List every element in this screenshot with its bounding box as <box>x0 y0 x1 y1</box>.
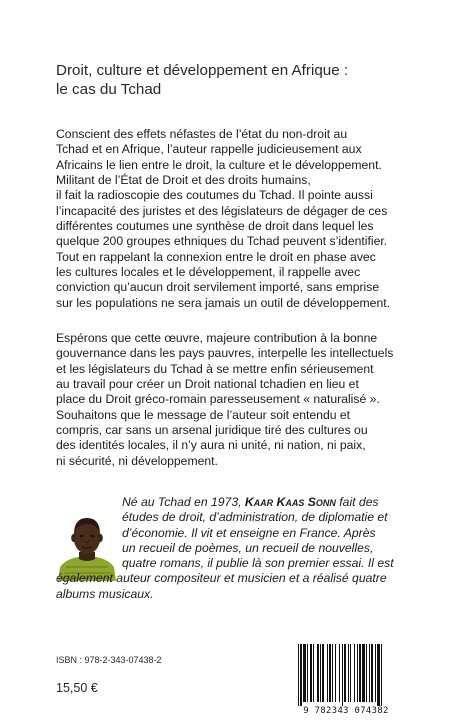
barcode-bar <box>350 644 351 702</box>
text-line: gouvernance dans les pays pauvres, interpelle les intellectuels <box>56 346 394 361</box>
barcode-bar <box>335 644 336 702</box>
text-line: ni sécurité, ni développement. <box>56 453 218 468</box>
text-line: différentes coutumes une synthèse de droit dans lequel les <box>56 219 374 234</box>
barcode-bar <box>362 644 365 702</box>
bio-intro: Né au Tchad en 1973, <box>122 495 245 509</box>
barcode-bar <box>377 644 380 706</box>
bio-line: un recueil de poèmes, un recueil de nouvelles, <box>122 540 374 555</box>
text-line: Souhaitons que le message de l’auteur soit entendu et <box>56 407 351 422</box>
barcode-bar <box>332 644 333 702</box>
price: 15,50 € <box>56 681 98 695</box>
barcode-bar <box>310 644 312 702</box>
barcode-bar <box>366 644 367 702</box>
barcode-bar <box>322 644 324 702</box>
barcode-bar <box>339 644 340 702</box>
author-biography <box>56 495 399 602</box>
bio-line: d’économie. Il vit et enseigne en France. Après <box>122 525 376 540</box>
bio-line: également auteur compositeur et musicien et a réalisé quatre <box>56 571 387 586</box>
author-name: Kaar Kaas Sonn <box>244 495 336 509</box>
barcode-bar <box>371 644 373 702</box>
isbn: ISBN : 978-2-343-07438-2 <box>56 655 162 665</box>
summary-paragraph-1 <box>56 127 399 311</box>
barcode-bar <box>300 644 302 706</box>
barcode-bar <box>344 644 346 702</box>
text-line: Militant de l’État de Droit et des droits humains, <box>56 173 311 188</box>
text-line: et les législateurs du Tchad à se mettre enfin sérieusement <box>56 361 374 376</box>
text-line: au travail pour créer un Droit national tchadien en lieu et <box>56 377 359 392</box>
barcode-bar <box>329 644 331 702</box>
text-line: compris, car sans un arsenal juridique tiré des cultures ou <box>56 423 368 438</box>
barcode-bar <box>342 644 343 706</box>
bio-line: études de droit, d’administration, de diplomatie et <box>122 510 388 525</box>
barcode-bar <box>327 644 328 702</box>
text-line: Africains le lien entre le droit, la culture et le développement. <box>56 157 382 172</box>
text-line: quelque 200 groupes ethniques du Tchad peuvent s’identifier. <box>56 234 388 249</box>
barcode-bar <box>303 644 306 702</box>
book-title <box>56 62 416 99</box>
bio-line: albums musicaux. <box>56 586 154 601</box>
barcode-bar <box>357 644 358 702</box>
barcode-bar <box>354 644 355 702</box>
barcode-bar <box>317 644 319 702</box>
title-line-1: Droit, culture et développement en Afrique : <box>56 62 349 79</box>
text-line: Tchad et en Afrique, l’auteur rappelle judicieusement aux <box>56 142 362 157</box>
summary-paragraph-2 <box>56 331 399 469</box>
barcode-bar <box>375 644 376 702</box>
barcode-bar <box>313 644 314 702</box>
text-line: les cultures locales et le développement, il rappelle avec <box>56 265 361 280</box>
barcode-bar <box>320 644 321 702</box>
barcode-bar <box>298 644 299 706</box>
bio-line-1 <box>56 495 399 510</box>
bio-intro-end: fait des <box>335 495 379 509</box>
text-line: il fait la radioscopie des coutumes du Tchad. Il pointe aussi <box>56 188 373 203</box>
barcode-number: 9 782343 074382 <box>290 706 402 716</box>
text-line: l’incapacité des juristes et des législateurs de dégager de ces <box>56 203 388 218</box>
text-line: Conscient des effets néfastes de l’état du non-droit au <box>56 127 348 141</box>
text-line: Espérons que cette œuvre, majeure contribution à la bonne <box>56 331 378 345</box>
title-line-2: le cas du Tchad <box>56 80 162 98</box>
barcode-bar <box>381 644 382 706</box>
bio-line: quatre romans, il publie là son premier essai. Il est <box>122 556 394 571</box>
barcode-bar <box>369 644 370 702</box>
barcode-bar <box>307 644 308 702</box>
barcode-bar <box>359 644 361 702</box>
text-line: sur les populations ne sera jamais un outil de développement. <box>56 295 391 310</box>
text-line: place du Droit gréco-romain paresseusement « naturalisé ». <box>56 392 380 407</box>
barcode-bar <box>348 644 349 702</box>
text-line: conviction qu’aucun droit servilement importé, sans emprise <box>56 280 380 295</box>
text-line: des identités locales, il n’y aura ni unité, ni nation, ni paix, <box>56 438 366 453</box>
text-line: Tout en rappelant la connexion entre le droit en phase avec <box>56 249 376 264</box>
